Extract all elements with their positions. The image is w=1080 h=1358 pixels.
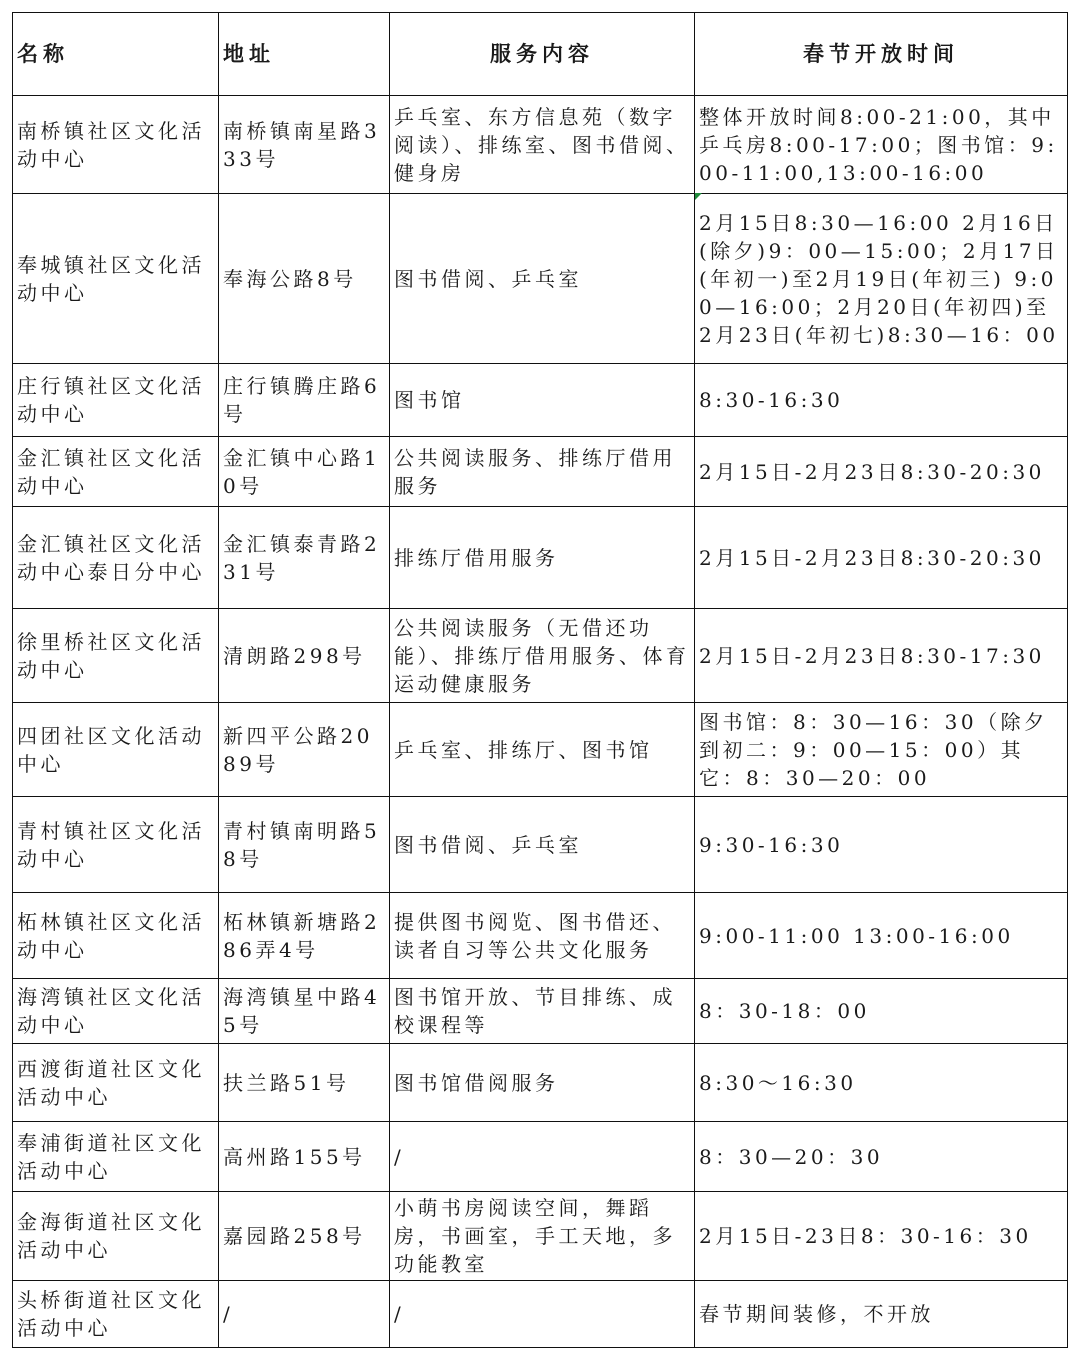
cell-hours: 整体开放时间8:00-21:00，其中乒乓房8:00-17:00；图书馆：9:00-11:00,13:00-16:00 bbox=[695, 96, 1068, 194]
table-row bbox=[13, 609, 1068, 703]
cell-hours: 2月15日8:30—16:00 2月16日(除夕)9：00—15:00；2月17日(年初一)至2月19日(年初三) 9:00—16:00；2月20日(年初四)至2月23日(年初七)8:30—16：00 bbox=[695, 194, 1068, 364]
cell-services: 图书馆借阅服务 bbox=[390, 1044, 695, 1122]
cell-address: 奉海公路8号 bbox=[219, 194, 390, 364]
cell-comment-marker bbox=[695, 193, 702, 200]
table-row bbox=[13, 437, 1068, 507]
cell-hours: 8：30—20：30 bbox=[695, 1122, 1068, 1192]
cell-name: 青村镇社区文化活动中心 bbox=[13, 797, 219, 893]
table-row bbox=[13, 364, 1068, 437]
table-row bbox=[13, 96, 1068, 194]
cell-name: 南桥镇社区文化活动中心 bbox=[13, 96, 219, 194]
cell-hours: 8:30-16:30 bbox=[695, 364, 1068, 437]
cell-address: 青村镇南明路58号 bbox=[219, 797, 390, 893]
header-address: 地址 bbox=[219, 13, 390, 96]
cell-services: 图书借阅、乒乓室 bbox=[390, 797, 695, 893]
table-row bbox=[13, 797, 1068, 893]
cell-name: 奉浦街道社区文化活动中心 bbox=[13, 1122, 219, 1192]
cell-services: 图书馆开放、节目排练、成校课程等 bbox=[390, 979, 695, 1044]
cell-hours: 2月15日-2月23日8:30-20:30 bbox=[695, 507, 1068, 609]
table-row bbox=[13, 979, 1068, 1044]
cell-address: 柘林镇新塘路286弄4号 bbox=[219, 893, 390, 979]
table-row bbox=[13, 1281, 1068, 1348]
cell-address: 庄行镇腾庄路6号 bbox=[219, 364, 390, 437]
header-row bbox=[13, 13, 1068, 96]
cell-name: 金汇镇社区文化活动中心泰日分中心 bbox=[13, 507, 219, 609]
cell-hours: 9:00-11:00 13:00-16:00 bbox=[695, 893, 1068, 979]
table-row bbox=[13, 703, 1068, 797]
cell-hours: 8:30～16:30 bbox=[695, 1044, 1068, 1122]
cell-address: 扶兰路51号 bbox=[219, 1044, 390, 1122]
cell-name: 西渡街道社区文化活动中心 bbox=[13, 1044, 219, 1122]
table-row bbox=[13, 1122, 1068, 1192]
cell-name: 庄行镇社区文化活动中心 bbox=[13, 364, 219, 437]
cell-name: 金汇镇社区文化活动中心 bbox=[13, 437, 219, 507]
cell-services: 排练厅借用服务 bbox=[390, 507, 695, 609]
cell-address: 高州路155号 bbox=[219, 1122, 390, 1192]
cell-services: 图书馆 bbox=[390, 364, 695, 437]
cell-hours: 春节期间装修，不开放 bbox=[695, 1281, 1068, 1348]
cell-address: 新四平公路2089号 bbox=[219, 703, 390, 797]
cell-name: 奉城镇社区文化活动中心 bbox=[13, 194, 219, 364]
cell-address: 金汇镇泰青路231号 bbox=[219, 507, 390, 609]
cell-name: 柘林镇社区文化活动中心 bbox=[13, 893, 219, 979]
table-row bbox=[13, 1044, 1068, 1122]
cell-services: 乒乓室、排练厅、图书馆 bbox=[390, 703, 695, 797]
cell-address: / bbox=[219, 1281, 390, 1348]
cell-services: 乒乓室、东方信息苑（数字阅读）、排练室、图书借阅、健身房 bbox=[390, 96, 695, 194]
cell-services: 图书借阅、乒乓室 bbox=[390, 194, 695, 364]
cell-hours: 8：30-18：00 bbox=[695, 979, 1068, 1044]
cell-services: 小萌书房阅读空间，舞蹈房，书画室，手工天地，多功能教室 bbox=[390, 1192, 695, 1281]
table-row bbox=[13, 194, 1068, 364]
header-services: 服务内容 bbox=[390, 13, 695, 96]
table-row bbox=[13, 507, 1068, 609]
cell-services: / bbox=[390, 1122, 695, 1192]
cell-address: 海湾镇星中路45号 bbox=[219, 979, 390, 1044]
cell-name: 海湾镇社区文化活动中心 bbox=[13, 979, 219, 1044]
cell-name: 头桥街道社区文化活动中心 bbox=[13, 1281, 219, 1348]
table-row bbox=[13, 893, 1068, 979]
cell-name: 四团社区文化活动中心 bbox=[13, 703, 219, 797]
cell-address: 南桥镇南星路333号 bbox=[219, 96, 390, 194]
cell-hours: 2月15日-2月23日8:30-17:30 bbox=[695, 609, 1068, 703]
cell-services: / bbox=[390, 1281, 695, 1348]
cell-address: 嘉园路258号 bbox=[219, 1192, 390, 1281]
cell-hours: 9:30-16:30 bbox=[695, 797, 1068, 893]
cell-hours: 图书馆：8：30—16：30（除夕到初二：9：00—15：00）其它：8：30—20：00 bbox=[695, 703, 1068, 797]
cell-hours: 2月15日-23日8：30-16：30 bbox=[695, 1192, 1068, 1281]
community-center-hours-table bbox=[12, 12, 1068, 1348]
header-hours: 春节开放时间 bbox=[695, 13, 1068, 96]
cell-name: 金海街道社区文化活动中心 bbox=[13, 1192, 219, 1281]
cell-address: 清朗路298号 bbox=[219, 609, 390, 703]
table-body bbox=[13, 96, 1068, 1348]
cell-address: 金汇镇中心路10号 bbox=[219, 437, 390, 507]
header-name: 名称 bbox=[13, 13, 219, 96]
cell-hours: 2月15日-2月23日8:30-20:30 bbox=[695, 437, 1068, 507]
cell-services: 公共阅读服务（无借还功能）、排练厅借用服务、体育运动健康服务 bbox=[390, 609, 695, 703]
cell-services: 公共阅读服务、排练厅借用服务 bbox=[390, 437, 695, 507]
cell-services: 提供图书阅览、图书借还、读者自习等公共文化服务 bbox=[390, 893, 695, 979]
cell-name: 徐里桥社区文化活动中心 bbox=[13, 609, 219, 703]
table-row bbox=[13, 1192, 1068, 1281]
